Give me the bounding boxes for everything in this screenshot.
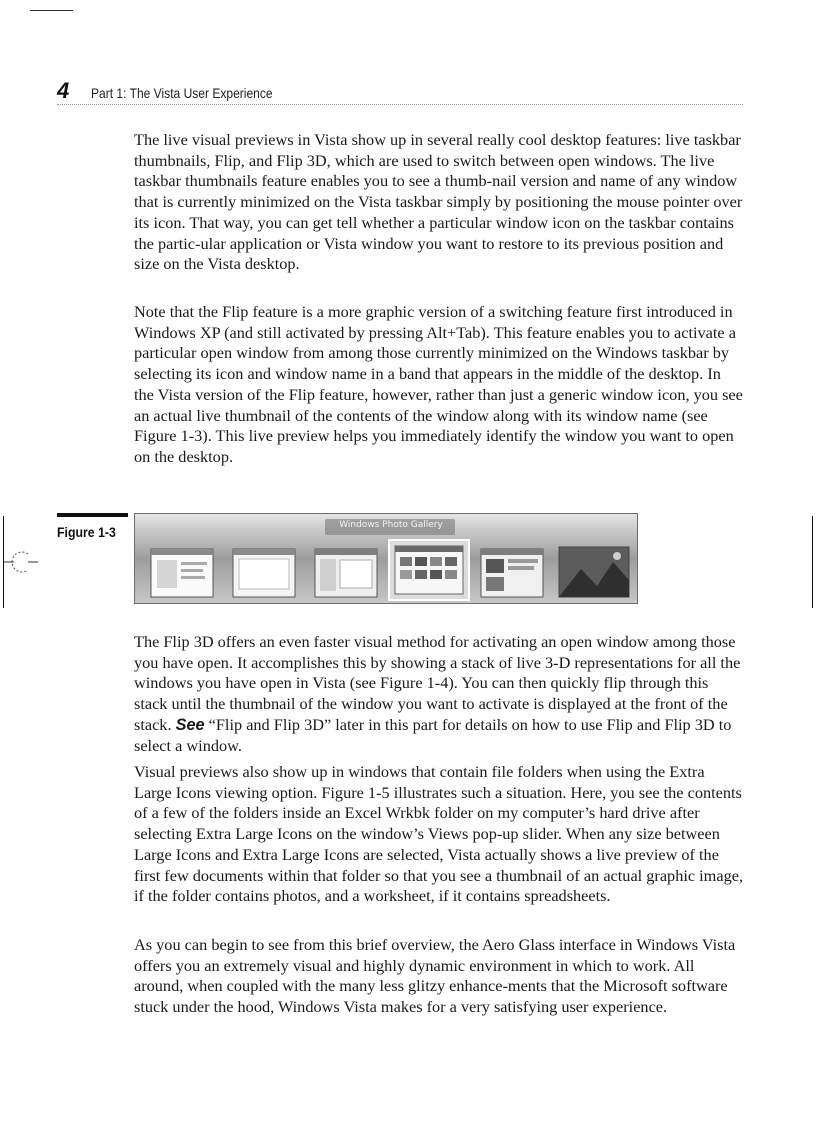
paragraph-live-previews: The live visual previews in Vista show up in several really cool desktop features: live taskbar thumbnails, Flip, and Flip 3D, which are used to switch between open windows. The live taskbar thumbnails feature enables you to see a thumb-nail version and name of any window that is currently minimized on the Vista taskbar simply by positioning the mouse pointer over its icon. That way, you can get tell whether a particular window icon on the taskbar contains the partic-ular application or Vista window you want to restore to its previous position and size on the Vista desktop.: [134, 130, 743, 274]
figure-label-bar: [57, 513, 128, 517]
paragraph-flip-feature: Note that the Flip feature is a more graphic version of a switching feature first introduced in Windows XP (and still activated by pressing Alt+Tab). This feature enables you to activate a particular open window from among those currently minimized on the Windows taskbar by selecting its icon and window name in a band that appears in the middle of the desktop. In the Vista version of the Flip feature, however, rather than just a generic window icon, you see an actual live thumbnail of the contents of the window along with its window name (see Figure 1-3). This live preview helps you immediately identify the window you want to open on the desktop.: [134, 302, 743, 466]
paragraph-overview: As you can begin to see from this brief overview, the Aero Glass interface in Windows Vista offers you an extremely visual and highly dynamic environment in which to work. All around, when coupled with the many less glitzy enhance-ments that the Microsoft software stuck under the hood, Windows Vista makes for a very satisfying user experience.: [134, 935, 736, 1017]
right-crop-mark: [812, 516, 813, 608]
paragraph-flip-3d: [134, 632, 744, 756]
chapter-title: Part 1: The Vista User Experience: [91, 85, 273, 101]
see-reference-label: See: [175, 715, 205, 734]
window-thumbnail: [151, 549, 213, 597]
page-number: 4: [57, 78, 70, 103]
paragraph-extra-large-icons: Visual previews also show up in windows that contain file folders when using the Extra Large Icons viewing option. Figure 1-5 illustrates such a situation. Here, you see the contents of a few of the folders inside an Excel Wrkbk folder on my computer’s hard drive after selecting Extra Large Icons on the window’s Views pop-up slider. When any size between Large Icons and Extra Large Icons are selected, Vista actually shows a live preview of the first few documents within that folder so that you see a thumbnail of an actual graphic image, if the folder contains photos, and a worksheet, if it contains spreadsheets.: [134, 762, 744, 906]
selected-window-thumbnail: [389, 540, 469, 600]
paragraph-flip-3d-text: The Flip 3D offers an even faster visual method for activating an open window among those you have open. It accomplishes this by showing a stack of live 3-D representations for all the windows you have open in Vista (see Figure 1-4). You can then quickly flip through this stack until the thumbnail of the window you want to activate is displayed at the front of the stack.: [134, 632, 741, 734]
window-thumbnail: [315, 549, 377, 597]
window-thumbnail: [481, 549, 543, 597]
flip-window-caption: Windows Photo Gallery: [339, 520, 443, 530]
window-thumbnail: [233, 549, 295, 597]
registration-mark-icon: [4, 548, 40, 576]
top-crop-rule: [30, 10, 73, 11]
window-thumbnail: [559, 547, 629, 597]
figure-label: Figure 1-3: [57, 524, 116, 540]
flip-screenshot-figure: [134, 513, 638, 604]
running-header: [57, 80, 743, 105]
paragraph-flip-3d-text: “Flip and Flip 3D” later in this part for details on how to use Flip and Flip 3D to select a window.: [134, 714, 732, 755]
